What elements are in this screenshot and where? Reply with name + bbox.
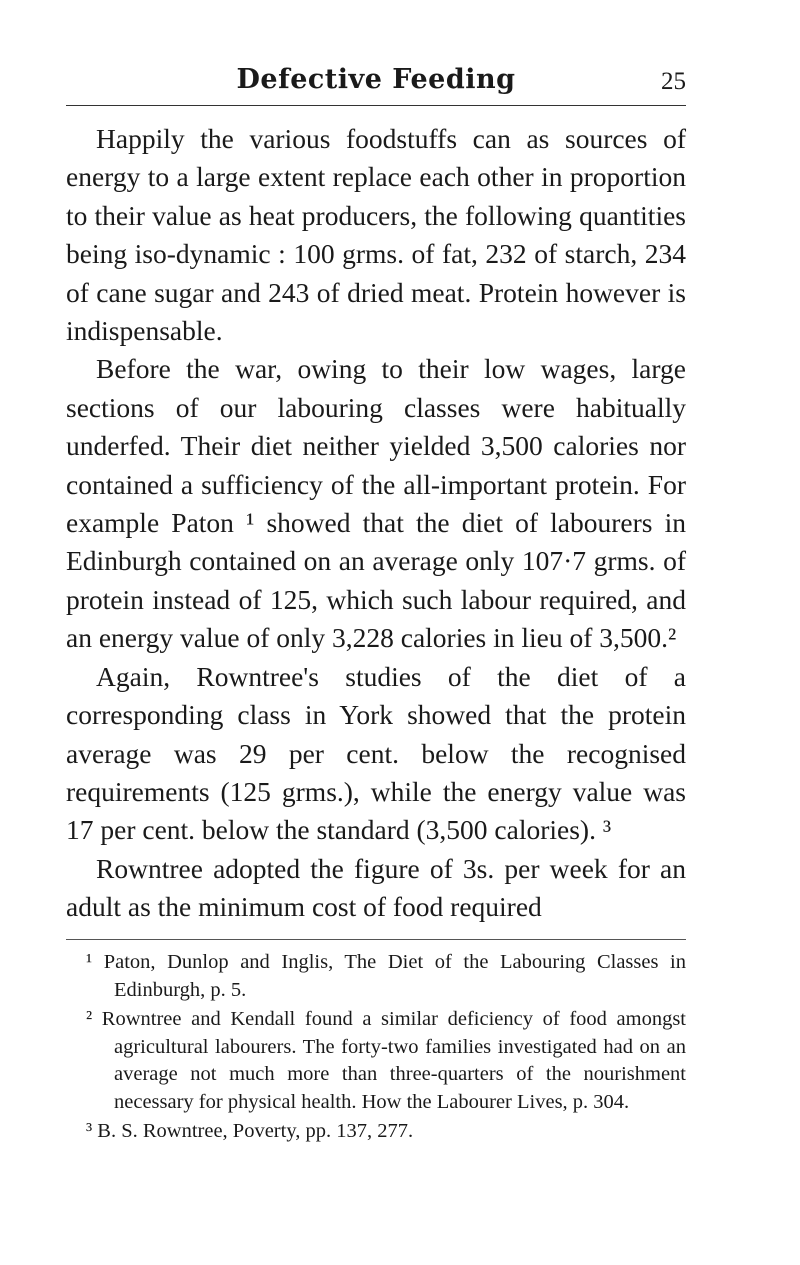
paragraph-3: Again, Rowntree's studies of the diet of a corresponding class in York showed that the protein average was 29 per cent. below the recognised requirements (125 grms.), while the energy value was 17 per cent. below the standard (3,500 calories). ³	[66, 660, 686, 846]
footnote-1: ¹ Paton, Dunlop and Inglis, The Diet of the Labouring Classes in Edinburgh, p. 5.	[86, 951, 686, 1001]
paragraph-4: Rowntree adopted the figure of 3s. per week for an adult as the minimum cost of food required	[66, 852, 686, 923]
footnote-2: ² Rowntree and Kendall found a similar deficiency of food amongst agricultural labourers. The forty-two families investigated had on an average not much more than three-quarters of the nourishment necessary for physical health. How the Labourer Lives, p. 304.	[86, 1008, 686, 1113]
page-number: 25	[661, 68, 686, 95]
footnotes	[86, 949, 686, 1148]
running-head	[66, 62, 686, 100]
header-rule	[66, 105, 686, 106]
body-text	[66, 120, 686, 927]
footnote-rule	[66, 939, 686, 940]
paragraph-1: Happily the various foodstuffs can as sources of energy to a large extent replace each other in proportion to their value as heat producers, the following quantities being iso-dynamic : 100 grms. of fat, 232 of starch, 234 of cane sugar and 243 of dried meat. Protein however is indispensable.	[66, 123, 686, 347]
running-title: Defective Feeding	[236, 64, 516, 95]
paragraph-2: Before the war, owing to their low wages, large sections of our labouring classes were habitually underfed. Their diet neither yielded 3,500 calories nor contained a sufficiency of the all-important protein. For example Paton ¹ showed that the diet of labourers in Edinburgh contained on an average only 107·7 grms. of protein instead of 125, which such labour required, and an energy value of only 3,228 calories in lieu of 3,500.²	[66, 353, 686, 654]
footnote-3: ³ B. S. Rowntree, Poverty, pp. 137, 277.	[86, 1120, 414, 1142]
